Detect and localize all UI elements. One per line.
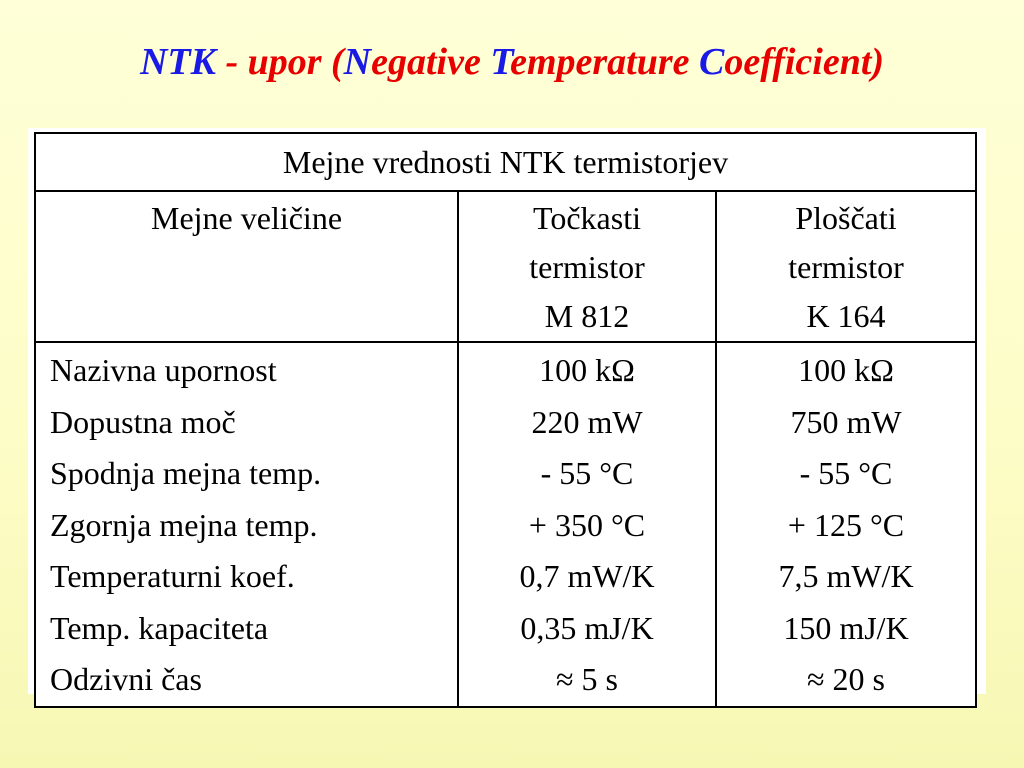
slide-title xyxy=(0,38,1024,86)
col2-value: 750 mW xyxy=(790,403,902,440)
table-caption-row xyxy=(35,133,976,191)
title-rest-n: egative xyxy=(371,41,491,83)
header-col1-line: termistor xyxy=(529,249,645,285)
title-rest-t: emperature xyxy=(510,41,700,83)
quantity-label: Temperaturni koef. xyxy=(50,558,295,594)
quantity-label: Spodnja mejna temp. xyxy=(50,455,322,491)
col2-value: 7,5 mW/K xyxy=(778,558,914,594)
quantity-label: Temp. kapaciteta xyxy=(50,609,269,646)
quantity-label: Dopustna moč xyxy=(50,403,236,440)
title-initial-c: C xyxy=(699,41,725,83)
quantities-cell xyxy=(35,342,458,707)
header-col1-line: Točkasti xyxy=(533,200,641,236)
col2-values-cell xyxy=(716,342,976,707)
col1-value: 220 mW xyxy=(531,403,643,440)
col2-value: 100 kΩ xyxy=(798,352,894,388)
header-col2-line: termistor xyxy=(788,249,904,285)
col2-value: + 125 °C xyxy=(787,506,905,543)
title-abbr: NTK xyxy=(139,41,216,83)
col2-value: ≈ 20 s xyxy=(806,661,885,697)
title-initial-n: N xyxy=(343,41,372,83)
col1-value: 100 kΩ xyxy=(539,352,635,388)
table-header-row xyxy=(35,191,976,342)
title-paren-close: ) xyxy=(871,41,885,83)
col1-values-cell xyxy=(458,342,716,707)
col1-value: ≈ 5 s xyxy=(555,661,618,697)
col1-value: - 55 °C xyxy=(540,455,634,491)
col1-value: + 350 °C xyxy=(528,506,646,543)
title-paren-open: ( xyxy=(331,41,344,83)
col1-value: 0,7 mW/K xyxy=(519,558,655,594)
quantity-label: Odzivni čas xyxy=(50,661,202,697)
table-caption: Mejne vrednosti NTK termistorjev xyxy=(35,133,976,191)
ntk-limits-table xyxy=(34,132,977,708)
title-word: upor xyxy=(247,41,332,83)
col1-value: 0,35 mJ/K xyxy=(520,609,654,646)
header-col1-line: M 812 xyxy=(544,298,630,334)
title-separator: - xyxy=(215,41,248,83)
title-initial-t: T xyxy=(490,41,511,83)
header-quantity: Mejne veličine xyxy=(35,191,458,342)
header-col2-line: K 164 xyxy=(806,298,886,334)
quantity-label: Nazivna upornost xyxy=(50,352,277,388)
header-col2 xyxy=(716,191,976,342)
table-frame xyxy=(28,128,986,697)
table-body-row xyxy=(35,342,976,707)
header-col2-line: Ploščati xyxy=(795,200,897,236)
col2-value: 150 mJ/K xyxy=(783,609,909,646)
header-col1 xyxy=(458,191,716,342)
col2-value: - 55 °C xyxy=(799,455,893,491)
title-rest-c: oefficient xyxy=(724,41,872,83)
quantity-label: Zgornja mejna temp. xyxy=(50,506,318,543)
